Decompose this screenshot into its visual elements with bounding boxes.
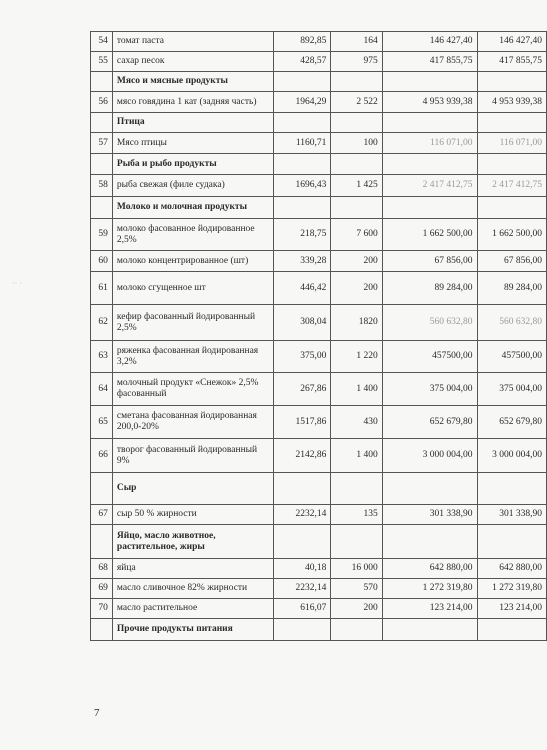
total-amount: 1 272 319,80 xyxy=(477,579,546,599)
quantity: 2 522 xyxy=(331,92,382,113)
product-name: рыба свежая (филе судака) xyxy=(112,175,273,197)
price-cell xyxy=(273,525,331,559)
table-row xyxy=(91,341,547,373)
table-row xyxy=(91,52,547,72)
quantity: 200 xyxy=(331,272,382,305)
total-amount: 375 004,00 xyxy=(477,373,546,406)
scan-mark: ·· · xyxy=(12,279,22,288)
table-row xyxy=(91,175,547,197)
product-name: яйца xyxy=(112,559,273,579)
unit-price: 2232,14 xyxy=(273,505,331,525)
sum-amount: 1 272 319,80 xyxy=(382,579,477,599)
quantity-cell xyxy=(331,113,382,133)
total-cell xyxy=(477,525,546,559)
row-number-cell xyxy=(91,473,113,505)
unit-price: 375,00 xyxy=(273,341,331,373)
table-row xyxy=(91,559,547,579)
total-cell xyxy=(477,113,546,133)
quantity: 1 425 xyxy=(331,175,382,197)
product-name: молочный продукт «Снежок» 2,5% фасованный xyxy=(112,373,273,406)
total-cell xyxy=(477,473,546,505)
quantity: 975 xyxy=(331,52,382,72)
row-number: 65 xyxy=(91,406,113,439)
table-row xyxy=(91,219,547,251)
unit-price: 446,42 xyxy=(273,272,331,305)
section-title: Яйцо, масло животное, растительное, жиры xyxy=(112,525,273,559)
row-number: 70 xyxy=(91,599,113,619)
section-title: Мясо и мясные продукты xyxy=(112,72,273,92)
total-amount: 89 284,00 xyxy=(477,272,546,305)
row-number: 67 xyxy=(91,505,113,525)
quantity-cell xyxy=(331,619,382,641)
row-number: 59 xyxy=(91,219,113,251)
section-row xyxy=(91,72,547,92)
total-amount: 3 000 004,00 xyxy=(477,439,546,473)
quantity: 100 xyxy=(331,133,382,154)
price-cell xyxy=(273,473,331,505)
product-name: молоко сгущенное шт xyxy=(112,272,273,305)
quantity: 1 400 xyxy=(331,439,382,473)
total-cell xyxy=(477,72,546,92)
unit-price: 308,04 xyxy=(273,305,331,341)
quantity: 7 600 xyxy=(331,219,382,251)
section-row xyxy=(91,619,547,641)
total-amount: 560 632,80 xyxy=(477,305,546,341)
row-number-cell xyxy=(91,619,113,641)
row-number: 62 xyxy=(91,305,113,341)
table-row xyxy=(91,92,547,113)
row-number-cell xyxy=(91,72,113,92)
table-row xyxy=(91,599,547,619)
unit-price: 40,18 xyxy=(273,559,331,579)
product-name: молоко фасованное йодированное 2,5% xyxy=(112,219,273,251)
quantity-cell xyxy=(331,72,382,92)
products-table xyxy=(90,31,547,641)
total-cell xyxy=(477,619,546,641)
row-number: 69 xyxy=(91,579,113,599)
row-number-cell xyxy=(91,154,113,175)
section-row xyxy=(91,525,547,559)
row-number: 66 xyxy=(91,439,113,473)
quantity-cell xyxy=(331,197,382,219)
row-number-cell xyxy=(91,113,113,133)
row-number: 61 xyxy=(91,272,113,305)
quantity: 16 000 xyxy=(331,559,382,579)
sum-amount: 375 004,00 xyxy=(382,373,477,406)
price-cell xyxy=(273,197,331,219)
table-row xyxy=(91,505,547,525)
product-name: сахар песок xyxy=(112,52,273,72)
sum-amount: 116 071,00 xyxy=(382,133,477,154)
unit-price: 616,07 xyxy=(273,599,331,619)
quantity: 570 xyxy=(331,579,382,599)
section-title: Птица xyxy=(112,113,273,133)
quantity: 164 xyxy=(331,32,382,52)
section-row xyxy=(91,113,547,133)
row-number: 63 xyxy=(91,341,113,373)
table-row xyxy=(91,32,547,52)
unit-price: 339,28 xyxy=(273,251,331,272)
product-name: ряженка фасованная йодированная 3,2% xyxy=(112,341,273,373)
sum-cell xyxy=(382,525,477,559)
quantity-cell xyxy=(331,473,382,505)
total-amount: 652 679,80 xyxy=(477,406,546,439)
row-number-cell xyxy=(91,197,113,219)
table-row xyxy=(91,251,547,272)
price-cell xyxy=(273,72,331,92)
section-title: Прочие продукты питания xyxy=(112,619,273,641)
sum-cell xyxy=(382,473,477,505)
total-amount: 301 338,90 xyxy=(477,505,546,525)
product-name: масло растительное xyxy=(112,599,273,619)
row-number-cell xyxy=(91,525,113,559)
price-cell xyxy=(273,113,331,133)
section-title: Рыба и рыбо продукты xyxy=(112,154,273,175)
section-row xyxy=(91,154,547,175)
row-number: 68 xyxy=(91,559,113,579)
quantity: 200 xyxy=(331,251,382,272)
total-amount: 417 855,75 xyxy=(477,52,546,72)
total-amount: 642 880,00 xyxy=(477,559,546,579)
table-row xyxy=(91,133,547,154)
product-name: молоко концентрированное (шт) xyxy=(112,251,273,272)
unit-price: 2232,14 xyxy=(273,579,331,599)
sum-cell xyxy=(382,197,477,219)
unit-price: 1160,71 xyxy=(273,133,331,154)
sum-amount: 560 632,80 xyxy=(382,305,477,341)
product-name: Мясо птицы xyxy=(112,133,273,154)
sum-amount: 3 000 004,00 xyxy=(382,439,477,473)
total-amount: 4 953 939,38 xyxy=(477,92,546,113)
total-amount: 146 427,40 xyxy=(477,32,546,52)
row-number: 58 xyxy=(91,175,113,197)
total-cell xyxy=(477,154,546,175)
sum-amount: 457500,00 xyxy=(382,341,477,373)
row-number: 54 xyxy=(91,32,113,52)
table-row xyxy=(91,439,547,473)
product-name: сыр 50 % жирности xyxy=(112,505,273,525)
page-number: 7 xyxy=(94,707,100,719)
total-amount: 123 214,00 xyxy=(477,599,546,619)
price-cell xyxy=(273,154,331,175)
row-number: 64 xyxy=(91,373,113,406)
quantity-cell xyxy=(331,154,382,175)
row-number: 55 xyxy=(91,52,113,72)
row-number: 60 xyxy=(91,251,113,272)
sum-amount: 642 880,00 xyxy=(382,559,477,579)
sum-amount: 123 214,00 xyxy=(382,599,477,619)
total-amount: 67 856,00 xyxy=(477,251,546,272)
total-amount: 2 417 412,75 xyxy=(477,175,546,197)
row-number: 56 xyxy=(91,92,113,113)
product-name: творог фасованный йодированный 9% xyxy=(112,439,273,473)
quantity: 200 xyxy=(331,599,382,619)
section-title: Молоко и молочная продукты xyxy=(112,197,273,219)
row-number: 57 xyxy=(91,133,113,154)
section-row xyxy=(91,197,547,219)
total-amount: 457500,00 xyxy=(477,341,546,373)
quantity: 135 xyxy=(331,505,382,525)
unit-price: 892,85 xyxy=(273,32,331,52)
sum-cell xyxy=(382,619,477,641)
sum-amount: 4 953 939,38 xyxy=(382,92,477,113)
table-row xyxy=(91,579,547,599)
unit-price: 428,57 xyxy=(273,52,331,72)
sum-cell xyxy=(382,154,477,175)
sum-amount: 67 856,00 xyxy=(382,251,477,272)
sum-amount: 89 284,00 xyxy=(382,272,477,305)
table-row xyxy=(91,272,547,305)
unit-price: 1964,29 xyxy=(273,92,331,113)
products-table-body xyxy=(91,32,547,641)
product-name: мясо говядина 1 кат (задняя часть) xyxy=(112,92,273,113)
sum-amount: 1 662 500,00 xyxy=(382,219,477,251)
table-row xyxy=(91,373,547,406)
unit-price: 267,86 xyxy=(273,373,331,406)
product-name: масло сливочное 82% жирности xyxy=(112,579,273,599)
section-row xyxy=(91,473,547,505)
sum-amount: 146 427,40 xyxy=(382,32,477,52)
total-amount: 1 662 500,00 xyxy=(477,219,546,251)
unit-price: 218,75 xyxy=(273,219,331,251)
product-name: томат паста xyxy=(112,32,273,52)
product-name: сметана фасованная йодированная 200,0-20% xyxy=(112,406,273,439)
sum-amount: 301 338,90 xyxy=(382,505,477,525)
total-cell xyxy=(477,197,546,219)
unit-price: 1696,43 xyxy=(273,175,331,197)
quantity: 1 400 xyxy=(331,373,382,406)
quantity: 430 xyxy=(331,406,382,439)
sum-cell xyxy=(382,72,477,92)
quantity-cell xyxy=(331,525,382,559)
product-name: кефир фасованный йодированный 2,5% xyxy=(112,305,273,341)
table-row xyxy=(91,305,547,341)
quantity: 1820 xyxy=(331,305,382,341)
price-cell xyxy=(273,619,331,641)
quantity: 1 220 xyxy=(331,341,382,373)
total-amount: 116 071,00 xyxy=(477,133,546,154)
unit-price: 1517,86 xyxy=(273,406,331,439)
section-title: Сыр xyxy=(112,473,273,505)
sum-amount: 2 417 412,75 xyxy=(382,175,477,197)
sum-cell xyxy=(382,113,477,133)
unit-price: 2142,86 xyxy=(273,439,331,473)
sum-amount: 417 855,75 xyxy=(382,52,477,72)
table-row xyxy=(91,406,547,439)
sum-amount: 652 679,80 xyxy=(382,406,477,439)
